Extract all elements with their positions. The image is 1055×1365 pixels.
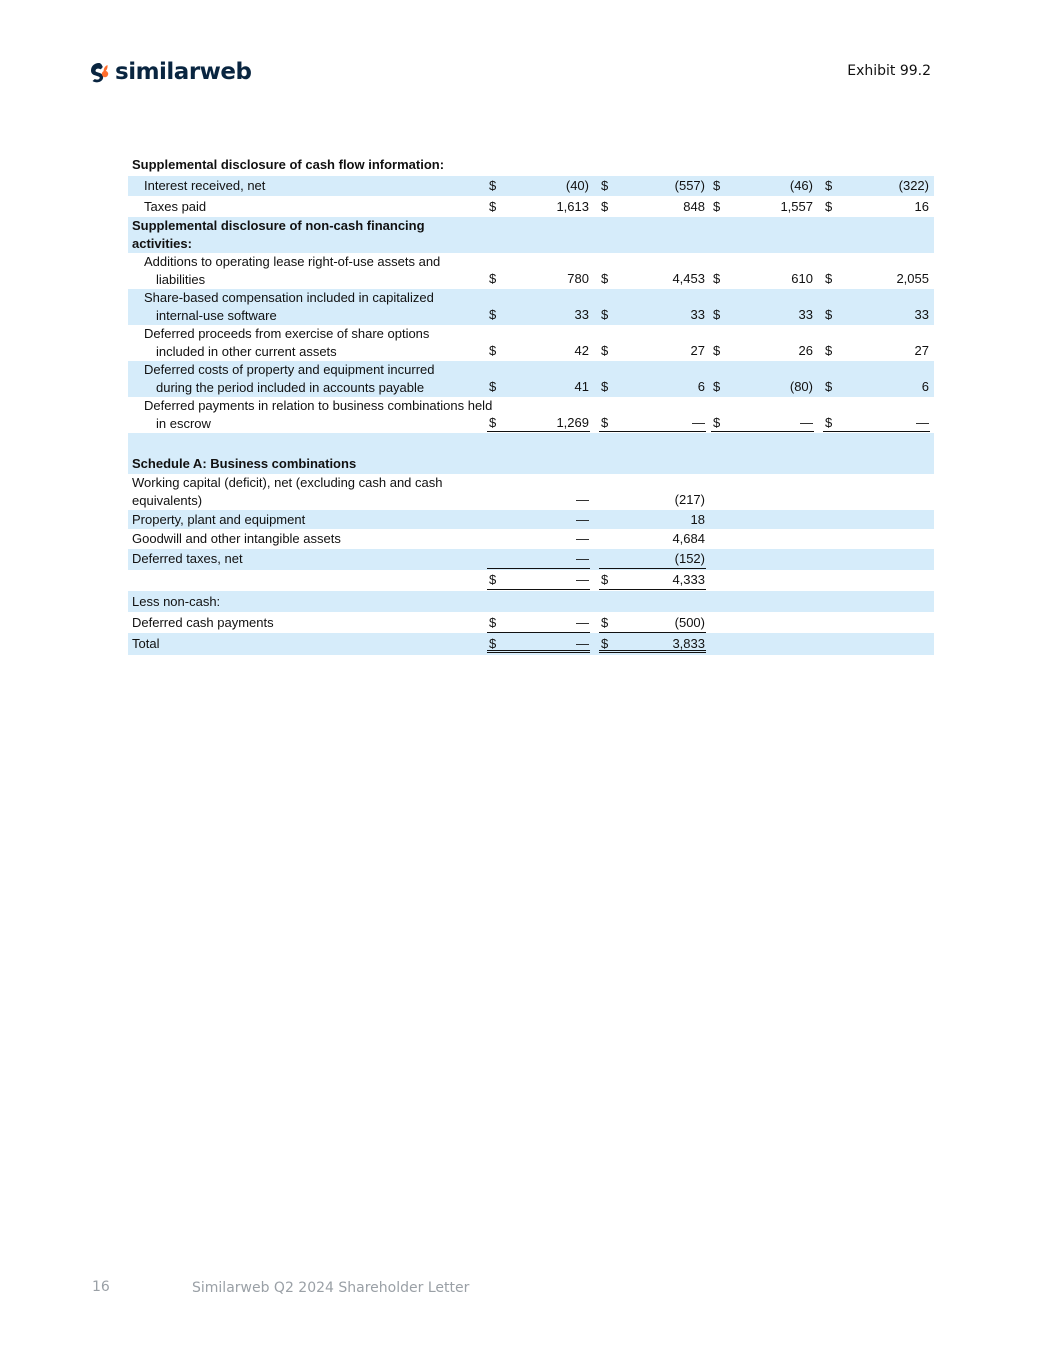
row-label: Total: [132, 636, 160, 651]
value-col-1: (40): [565, 178, 589, 193]
section-title-schedule-a: Schedule A: Business combinations: [128, 433, 934, 474]
value-col-1: 42: [574, 343, 589, 358]
value-col-3: (46): [789, 178, 813, 193]
double-underline: [599, 650, 706, 653]
currency-symbol: $: [825, 199, 833, 214]
table-row-additions-lease: [128, 253, 934, 289]
similarweb-logo-icon: [88, 61, 110, 83]
currency-symbol: $: [489, 615, 497, 630]
value-col-4: 27: [914, 343, 929, 358]
value-col-4: (322): [898, 178, 929, 193]
financial-statement-table: [128, 155, 934, 655]
underline: [487, 431, 590, 432]
value-col-2: 4,333: [672, 572, 705, 587]
table-row-total: [128, 633, 934, 655]
table-row-ppe: [128, 510, 934, 529]
value-col-3: (80): [789, 379, 813, 394]
value-col-1: 41: [574, 379, 589, 394]
currency-symbol: $: [601, 415, 609, 430]
currency-symbol: $: [601, 307, 609, 322]
value-col-2: 3,833: [672, 636, 705, 651]
currency-symbol: $: [713, 178, 721, 193]
exhibit-label: Exhibit 99.2: [847, 63, 931, 79]
value-col-1: —: [576, 572, 589, 587]
currency-symbol: $: [489, 199, 497, 214]
page-number: 16: [92, 1279, 110, 1295]
value-col-3: 26: [798, 343, 813, 358]
table-row-deferred-cash-payments: [128, 612, 934, 633]
currency-symbol: $: [713, 379, 721, 394]
value-col-1: —: [576, 636, 589, 651]
currency-symbol: $: [489, 178, 497, 193]
row-label: Goodwill and other intangible assets: [132, 531, 341, 546]
row-label: Property, plant and equipment: [132, 512, 306, 527]
value-col-2: (500): [674, 615, 705, 630]
table-row-deferred-taxes: [128, 549, 934, 570]
table-row-sbc-capitalized: [128, 289, 934, 325]
value-col-1: —: [576, 531, 589, 546]
value-col-3: 33: [798, 307, 813, 322]
value-col-2: 33: [690, 307, 705, 322]
section-title-noncash: Supplemental disclosure of non-cash financing activities:: [128, 217, 934, 253]
currency-symbol: $: [713, 307, 721, 322]
table-row-subtotal: [128, 570, 934, 591]
row-label: Deferred payments in relation to business combinations held in escrow: [144, 398, 493, 431]
table-row-deferred-payments-escrow: [128, 397, 934, 433]
row-label: Deferred taxes, net: [132, 551, 243, 566]
value-col-4: 2,055: [896, 271, 929, 286]
value-col-2: 18: [690, 512, 705, 527]
value-col-1: 1,269: [556, 415, 589, 430]
value-col-3: —: [800, 415, 813, 430]
currency-symbol: $: [601, 178, 609, 193]
currency-symbol: $: [713, 415, 721, 430]
currency-symbol: $: [489, 636, 497, 651]
table-row-deferred-proceeds: [128, 325, 934, 361]
row-label: Working capital (deficit), net (excluding cash and cash equivalents): [132, 475, 443, 508]
value-col-4: —: [916, 415, 929, 430]
double-underline: [487, 650, 590, 653]
currency-symbol: $: [825, 379, 833, 394]
underline: [487, 589, 590, 590]
currency-symbol: $: [601, 379, 609, 394]
underline: [599, 568, 706, 569]
table-row-taxes-paid: [128, 196, 934, 217]
currency-symbol: $: [601, 615, 609, 630]
value-col-2: 6: [697, 379, 705, 394]
brand-name: similarweb: [115, 59, 252, 85]
table-row-working-capital: [128, 474, 934, 510]
currency-symbol: $: [713, 271, 721, 286]
value-col-3: 610: [791, 271, 813, 286]
currency-symbol: $: [489, 415, 497, 430]
currency-symbol: $: [825, 307, 833, 322]
row-label: Additions to operating lease right-of-use assets and liabilities: [144, 254, 441, 287]
currency-symbol: $: [601, 271, 609, 286]
value-col-1: —: [576, 551, 589, 566]
value-col-2: 848: [683, 199, 705, 214]
currency-symbol: $: [489, 307, 497, 322]
underline: [599, 589, 706, 590]
value-col-2: (217): [674, 492, 705, 507]
table-row-deferred-costs: [128, 361, 934, 397]
row-label: Taxes paid: [144, 199, 207, 214]
value-col-2: (557): [674, 178, 705, 193]
value-col-2: (152): [674, 551, 705, 566]
currency-symbol: $: [825, 178, 833, 193]
value-col-1: 1,613: [556, 199, 589, 214]
value-col-4: 33: [914, 307, 929, 322]
value-col-1: 33: [574, 307, 589, 322]
value-col-1: —: [576, 492, 589, 507]
currency-symbol: $: [489, 271, 497, 286]
row-label: Interest received, net: [144, 178, 266, 193]
similarweb-logo: [88, 59, 251, 85]
underline: [823, 431, 930, 432]
currency-symbol: $: [601, 343, 609, 358]
underline: [711, 431, 814, 432]
value-col-1: —: [576, 615, 589, 630]
currency-symbol: $: [601, 572, 609, 587]
currency-symbol: $: [825, 415, 833, 430]
value-col-4: 16: [914, 199, 929, 214]
table-row-interest-received: [128, 176, 934, 196]
currency-symbol: $: [601, 199, 609, 214]
currency-symbol: $: [713, 343, 721, 358]
value-col-2: —: [692, 415, 705, 430]
currency-symbol: $: [713, 199, 721, 214]
value-col-1: —: [576, 512, 589, 527]
value-col-4: 6: [921, 379, 929, 394]
footer-doc-title: Similarweb Q2 2024 Shareholder Letter: [192, 1280, 470, 1296]
table-row-less-noncash: [128, 591, 934, 612]
currency-symbol: $: [825, 271, 833, 286]
currency-symbol: $: [489, 379, 497, 394]
row-label: Share-based compensation included in capitalized internal-use software: [144, 290, 434, 323]
row-label: Deferred proceeds from exercise of share options included in other current assets: [144, 326, 430, 359]
currency-symbol: $: [489, 572, 497, 587]
value-col-2: 4,453: [672, 271, 705, 286]
value-col-2: 27: [690, 343, 705, 358]
currency-symbol: $: [489, 343, 497, 358]
value-col-1: 780: [567, 271, 589, 286]
underline: [487, 568, 590, 569]
row-label: Deferred cash payments: [132, 615, 274, 630]
value-col-2: 4,684: [672, 531, 705, 546]
currency-symbol: $: [825, 343, 833, 358]
underline: [599, 431, 706, 432]
row-label: Less non-cash:: [132, 594, 221, 609]
value-col-3: 1,557: [780, 199, 813, 214]
section-title-supplemental: Supplemental disclosure of cash flow information:: [132, 157, 445, 172]
row-label: Deferred costs of property and equipment incurred during the period included in accounts payable: [144, 362, 435, 395]
currency-symbol: $: [601, 636, 609, 651]
table-row-goodwill: [128, 529, 934, 549]
